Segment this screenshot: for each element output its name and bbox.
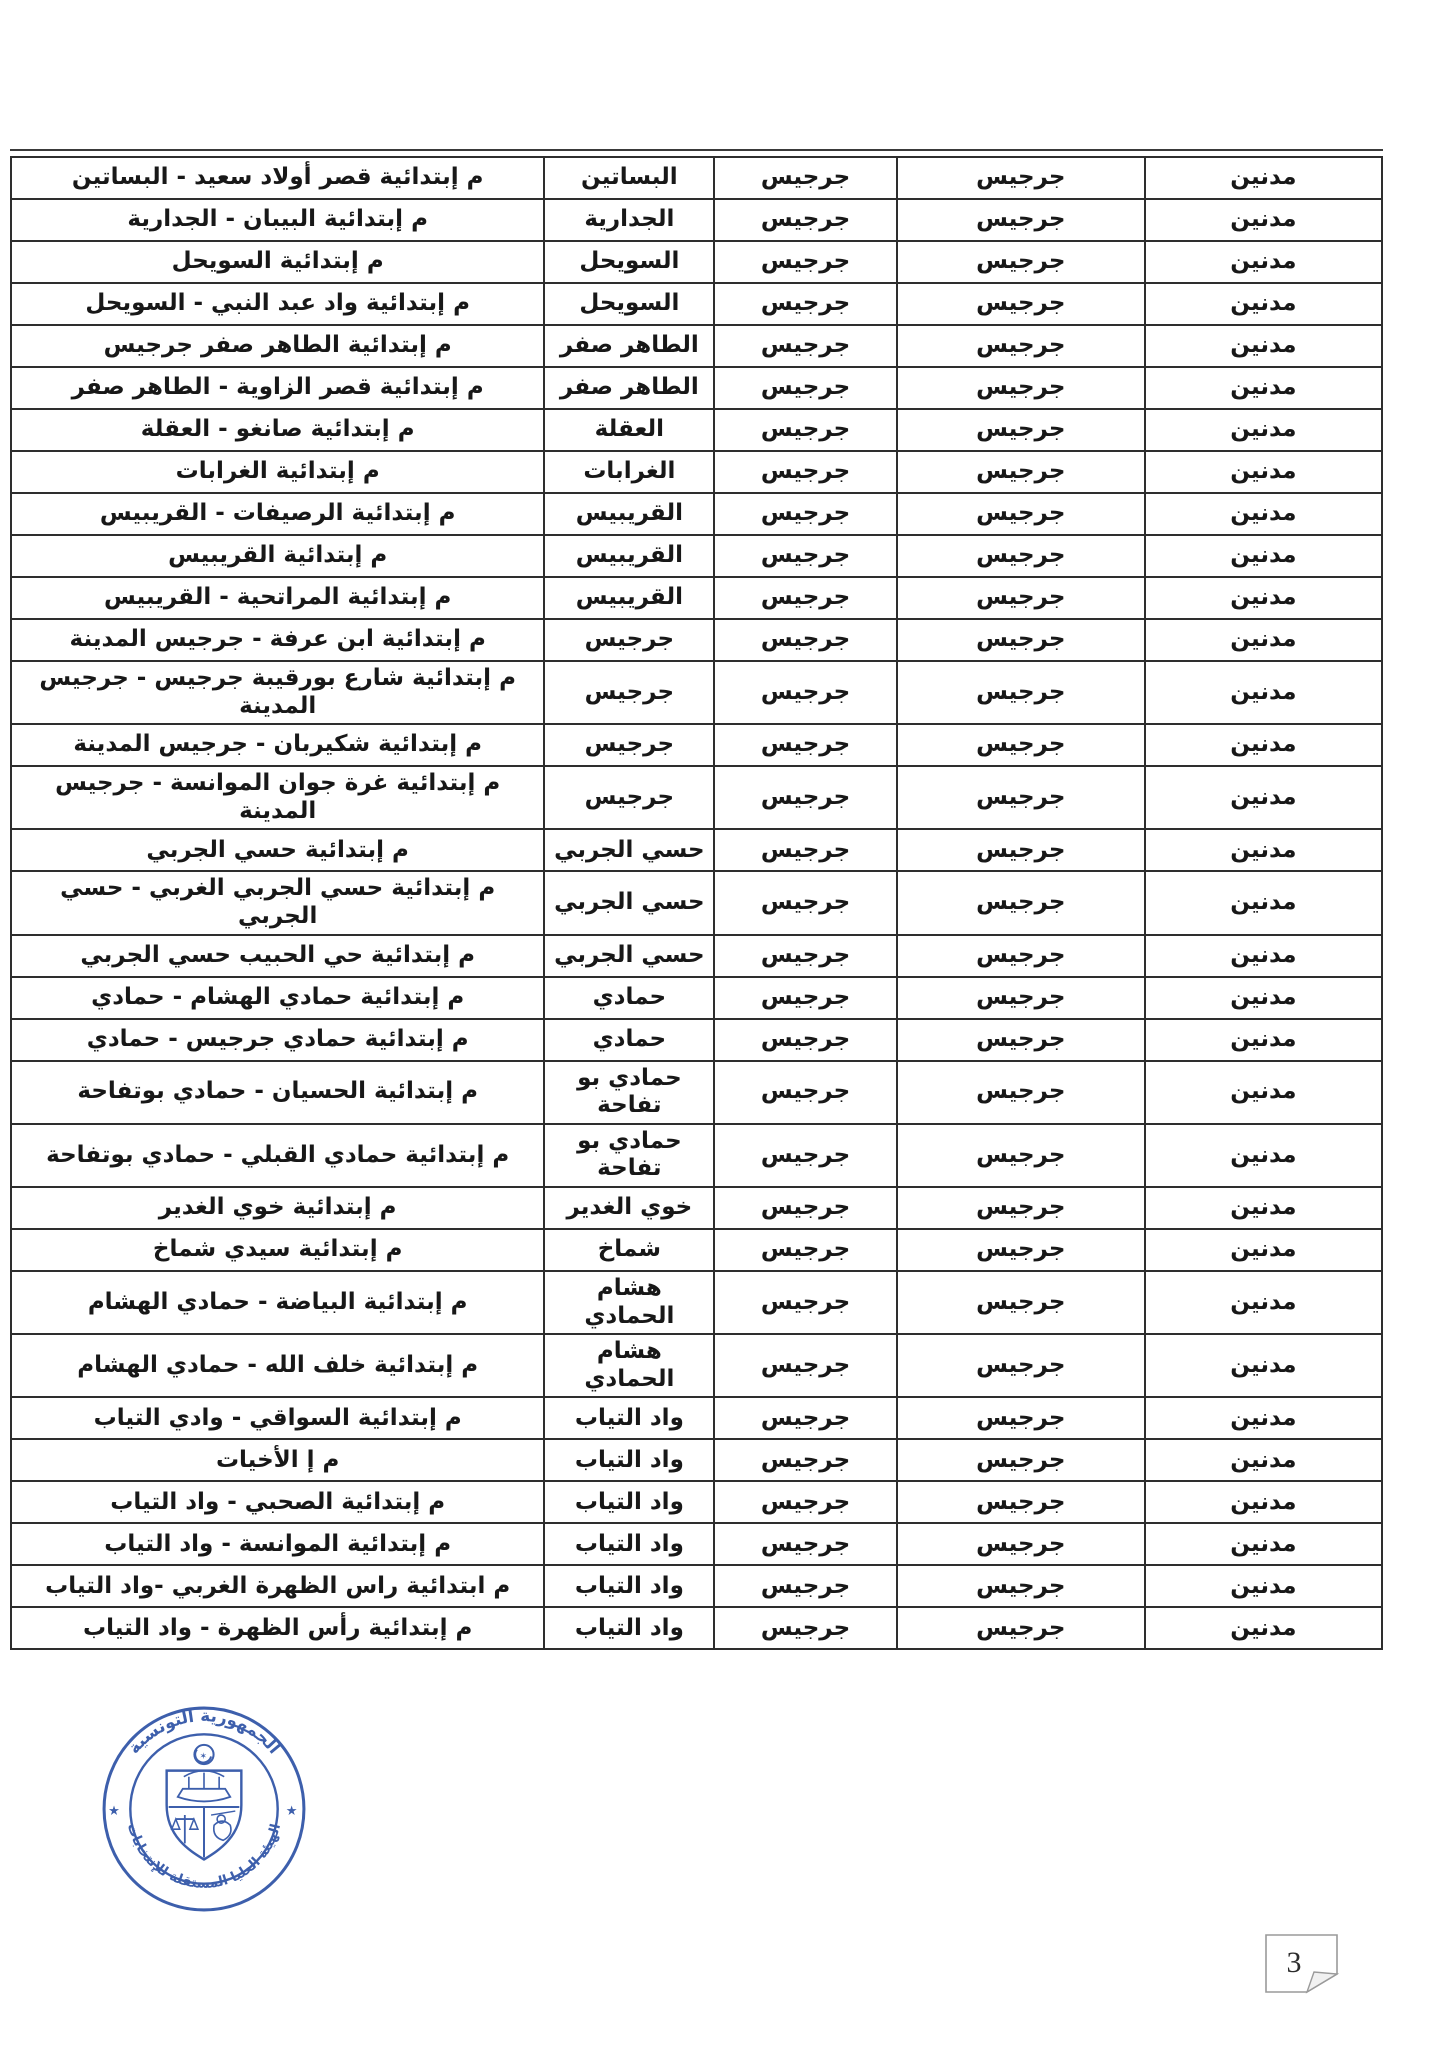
table-row [11,535,1382,577]
polling-center-cell: م إبتدائية الصحبي - واد التياب [11,1481,544,1523]
table-row [11,493,1382,535]
polling-centers-table [10,149,1383,1650]
governorate-cell: مدنين [1145,1439,1382,1481]
governorate-cell: مدنين [1145,871,1382,934]
municipality-cell: جرجيس [714,283,896,325]
page-number-box [1264,1932,1346,1996]
table-row [11,977,1382,1019]
municipality-cell: جرجيس [714,577,896,619]
governorate-cell: مدنين [1145,829,1382,871]
table-row [11,935,1382,977]
governorate-cell: مدنين [1145,766,1382,829]
table-row [11,829,1382,871]
polling-center-cell: م إبتدائية حمادي القبلي - حمادي بوتفاحة [11,1124,544,1187]
sector-cell: جرجيس [544,619,714,661]
polling-center-cell: م إبتدائية الرصيفات - القريبيس [11,493,544,535]
municipality-cell: جرجيس [714,535,896,577]
stamp-bottom-text: الهيئة العليا المستقلة للإنتخابات [123,1821,285,1892]
sector-cell: القريبيس [544,535,714,577]
table-row [11,1229,1382,1271]
delegation-cell: جرجيس [897,367,1145,409]
delegation-cell: جرجيس [897,871,1145,934]
polling-center-cell: م إبتدائية واد عبد النبي - السويحل [11,283,544,325]
table-row [11,871,1382,934]
governorate-cell: مدنين [1145,535,1382,577]
sector-cell: حمادي بو تفاحة [544,1061,714,1124]
municipality-cell: جرجيس [714,871,896,934]
table-row [11,325,1382,367]
municipality-cell: جرجيس [714,935,896,977]
table-row [11,1481,1382,1523]
sector-cell: جرجيس [544,766,714,829]
delegation-cell: جرجيس [897,241,1145,283]
sector-cell: العقلة [544,409,714,451]
sector-cell: الطاهر صفر [544,367,714,409]
municipality-cell: جرجيس [714,1061,896,1124]
municipality-cell: جرجيس [714,1124,896,1187]
municipality-cell: جرجيس [714,1187,896,1229]
polling-center-cell: م ابتدائية راس الظهرة الغربي -واد التياب [11,1565,544,1607]
delegation-cell: جرجيس [897,493,1145,535]
sector-cell: حمادي [544,1019,714,1061]
municipality-cell: جرجيس [714,1607,896,1649]
municipality-cell: جرجيس [714,1397,896,1439]
polling-center-cell: م إبتدائية ابن عرفة - جرجيس المدينة [11,619,544,661]
delegation-cell: جرجيس [897,1061,1145,1124]
delegation-cell: جرجيس [897,535,1145,577]
delegation-cell: جرجيس [897,1565,1145,1607]
governorate-cell: مدنين [1145,1061,1382,1124]
table-row [11,1607,1382,1649]
delegation-cell: جرجيس [897,409,1145,451]
governorate-cell: مدنين [1145,241,1382,283]
table-row [11,1061,1382,1124]
sector-cell: الجدارية [544,199,714,241]
polling-center-cell: م إبتدائية قصر أولاد سعيد - البساتين [11,157,544,199]
delegation-cell: جرجيس [897,619,1145,661]
delegation-cell: جرجيس [897,1334,1145,1397]
municipality-cell: جرجيس [714,724,896,766]
polling-center-cell: م إبتدائية خوي الغدير [11,1187,544,1229]
governorate-cell: مدنين [1145,1187,1382,1229]
table-row [11,1271,1382,1334]
sector-cell: حمادي بو تفاحة [544,1124,714,1187]
polling-center-cell: م إبتدائية قصر الزاوية - الطاهر صفر [11,367,544,409]
municipality-cell: جرجيس [714,1523,896,1565]
delegation-cell: جرجيس [897,1271,1145,1334]
delegation-cell: جرجيس [897,766,1145,829]
governorate-cell: مدنين [1145,935,1382,977]
sector-cell: شماخ [544,1229,714,1271]
municipality-cell: جرجيس [714,1271,896,1334]
governorate-cell: مدنين [1145,493,1382,535]
municipality-cell: جرجيس [714,367,896,409]
table-row [11,1334,1382,1397]
governorate-cell: مدنين [1145,1124,1382,1187]
sector-cell: القريبيس [544,493,714,535]
sector-cell: السويحل [544,283,714,325]
delegation-cell: جرجيس [897,935,1145,977]
polling-center-cell: م إ الأخيات [11,1439,544,1481]
municipality-cell: جرجيس [714,241,896,283]
sector-cell: واد التياب [544,1481,714,1523]
polling-center-cell: م إبتدائية حسي الجربي [11,829,544,871]
table-row [11,766,1382,829]
stamp-top-text: الجمهورية التونسية [124,1706,284,1758]
table-row [11,577,1382,619]
polling-center-cell: م إبتدائية حي الحبيب حسي الجربي [11,935,544,977]
governorate-cell: مدنين [1145,1229,1382,1271]
municipality-cell: جرجيس [714,493,896,535]
delegation-cell: جرجيس [897,661,1145,724]
polling-center-cell: م إبتدائية حسي الجربي الغربي - حسي الجربي [11,871,544,934]
municipality-cell: جرجيس [714,1481,896,1523]
governorate-cell: مدنين [1145,283,1382,325]
municipality-cell: جرجيس [714,1565,896,1607]
star-icon: ★ [285,1804,298,1820]
municipality-cell: جرجيس [714,1229,896,1271]
page-number: 3 [1286,1946,1302,1979]
delegation-cell: جرجيس [897,1019,1145,1061]
polling-table-body [11,157,1382,1649]
delegation-cell: جرجيس [897,157,1145,199]
governorate-cell: مدنين [1145,1481,1382,1523]
crescent-star-icon: ✶ [199,1752,208,1763]
governorate-cell: مدنين [1145,661,1382,724]
table-row [11,1523,1382,1565]
polling-center-cell: م إبتدائية سيدي شماخ [11,1229,544,1271]
table-row [11,199,1382,241]
municipality-cell: جرجيس [714,619,896,661]
sector-cell: القريبيس [544,577,714,619]
table-row [11,241,1382,283]
polling-center-cell: م إبتدائية الحسيان - حمادي بوتفاحة [11,1061,544,1124]
delegation-cell: جرجيس [897,1229,1145,1271]
polling-center-cell: م إبتدائية حمادي جرجيس - حمادي [11,1019,544,1061]
table-row [11,1397,1382,1439]
table-row [11,1565,1382,1607]
municipality-cell: جرجيس [714,977,896,1019]
municipality-cell: جرجيس [714,199,896,241]
polling-center-cell: م إبتدائية غرة جوان الموانسة - جرجيس المدينة [11,766,544,829]
governorate-cell: مدنين [1145,724,1382,766]
sector-cell: الغرابات [544,451,714,493]
polling-center-cell: م إبتدائية حمادي الهشام - حمادي [11,977,544,1019]
delegation-cell: جرجيس [897,451,1145,493]
delegation-cell: جرجيس [897,1187,1145,1229]
table-row [11,283,1382,325]
delegation-cell: جرجيس [897,283,1145,325]
table-row [11,1124,1382,1187]
governorate-cell: مدنين [1145,367,1382,409]
governorate-cell: مدنين [1145,1334,1382,1397]
governorate-cell: مدنين [1145,409,1382,451]
polling-center-cell: م إبتدائية البيبان - الجدارية [11,199,544,241]
polling-center-cell: م إبتدائية السواقي - وادي التياب [11,1397,544,1439]
municipality-cell: جرجيس [714,409,896,451]
municipality-cell: جرجيس [714,1334,896,1397]
delegation-cell: جرجيس [897,977,1145,1019]
sector-cell: خوي الغدير [544,1187,714,1229]
governorate-cell: مدنين [1145,451,1382,493]
polling-center-cell: م إبتدائية الغرابات [11,451,544,493]
sector-cell: جرجيس [544,661,714,724]
sector-cell: السويحل [544,241,714,283]
polling-center-cell: م إبتدائية شكيربان - جرجيس المدينة [11,724,544,766]
sector-cell: حسي الجربي [544,871,714,934]
polling-center-cell: م إبتدائية القريبيس [11,535,544,577]
sector-cell: واد التياب [544,1439,714,1481]
table-row [11,157,1382,199]
polling-center-cell: م إبتدائية الطاهر صفر جرجيس [11,325,544,367]
delegation-cell: جرجيس [897,199,1145,241]
polling-center-cell: م إبتدائية البياضة - حمادي الهشام [11,1271,544,1334]
sector-cell: واد التياب [544,1523,714,1565]
sector-cell: هشام الحمادي [544,1334,714,1397]
governorate-cell: مدنين [1145,977,1382,1019]
polling-center-cell: م إبتدائية صانغو - العقلة [11,409,544,451]
sector-cell: واد التياب [544,1565,714,1607]
table-row [11,367,1382,409]
sector-cell: واد التياب [544,1397,714,1439]
governorate-cell: مدنين [1145,325,1382,367]
governorate-cell: مدنين [1145,577,1382,619]
coat-of-arms-icon [167,1745,242,1860]
table-row [11,724,1382,766]
municipality-cell: جرجيس [714,157,896,199]
official-stamp [98,1702,310,1916]
sector-cell: واد التياب [544,1607,714,1649]
governorate-cell: مدنين [1145,1523,1382,1565]
table-row [11,1439,1382,1481]
sector-cell: الطاهر صفر [544,325,714,367]
governorate-cell: مدنين [1145,1019,1382,1061]
sector-cell: البساتين [544,157,714,199]
governorate-cell: مدنين [1145,1397,1382,1439]
delegation-cell: جرجيس [897,724,1145,766]
polling-center-cell: م إبتدائية السويحل [11,241,544,283]
polling-center-cell: م إبتدائية المراتحية - القريبيس [11,577,544,619]
table-row [11,409,1382,451]
delegation-cell: جرجيس [897,1481,1145,1523]
polling-table [10,156,1383,1650]
sector-cell: هشام الحمادي [544,1271,714,1334]
municipality-cell: جرجيس [714,1439,896,1481]
delegation-cell: جرجيس [897,1607,1145,1649]
municipality-cell: جرجيس [714,451,896,493]
governorate-cell: مدنين [1145,1607,1382,1649]
table-row [11,451,1382,493]
municipality-cell: جرجيس [714,829,896,871]
delegation-cell: جرجيس [897,1124,1145,1187]
table-row [11,1187,1382,1229]
polling-center-cell: م إبتدائية رأس الظهرة - واد التياب [11,1607,544,1649]
table-row [11,661,1382,724]
municipality-cell: جرجيس [714,766,896,829]
governorate-cell: مدنين [1145,1565,1382,1607]
governorate-cell: مدنين [1145,619,1382,661]
delegation-cell: جرجيس [897,325,1145,367]
table-row [11,619,1382,661]
municipality-cell: جرجيس [714,661,896,724]
municipality-cell: جرجيس [714,1019,896,1061]
star-icon: ★ [108,1804,120,1820]
governorate-cell: مدنين [1145,157,1382,199]
sector-cell: جرجيس [544,724,714,766]
polling-center-cell: م إبتدائية خلف الله - حمادي الهشام [11,1334,544,1397]
table-top-double-rule [10,149,1383,156]
delegation-cell: جرجيس [897,577,1145,619]
delegation-cell: جرجيس [897,1439,1145,1481]
delegation-cell: جرجيس [897,1397,1145,1439]
delegation-cell: جرجيس [897,1523,1145,1565]
page-number-outline [1266,1935,1337,1992]
sector-cell: حسي الجربي [544,935,714,977]
sector-cell: حسي الجربي [544,829,714,871]
delegation-cell: جرجيس [897,829,1145,871]
polling-center-cell: م إبتدائية الموانسة - واد التياب [11,1523,544,1565]
sector-cell: حمادي [544,977,714,1019]
municipality-cell: جرجيس [714,325,896,367]
table-row [11,1019,1382,1061]
governorate-cell: مدنين [1145,199,1382,241]
governorate-cell: مدنين [1145,1271,1382,1334]
polling-center-cell: م إبتدائية شارع بورقيبة جرجيس - جرجيس المدينة [11,661,544,724]
